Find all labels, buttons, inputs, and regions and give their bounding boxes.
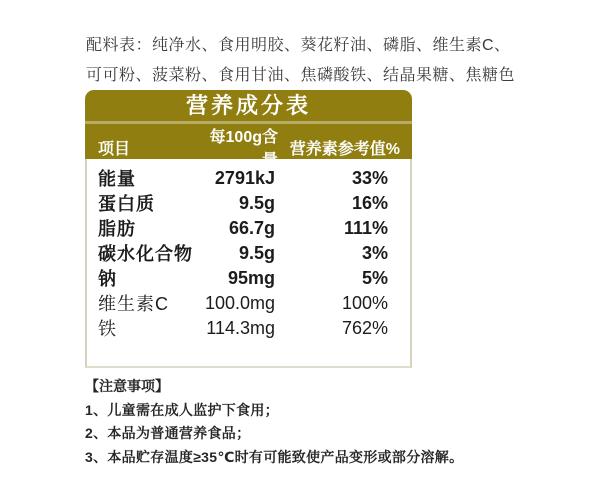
ingredients-line1: 配料表：纯净水、食用明胶、葵花籽油、磷脂、维生素C、 [86, 37, 511, 54]
table-row-sodium [87, 265, 410, 290]
nutrition-table-header-row [85, 124, 412, 169]
row-item-name: 能量 [98, 169, 136, 189]
table-row-carbohydrate [87, 240, 410, 265]
row-item-nrv: 111% [343, 217, 388, 238]
row-item-name: 脂肪 [98, 219, 136, 239]
ingredients-line2: 可可粉、菠菜粉、食用甘油、焦磷酸铁、结晶果糖、焦糖色 [86, 67, 516, 84]
note-item-1: 1、儿童需在成人监护下食用； [85, 401, 279, 418]
row-item-amount: 9.5g [238, 242, 275, 263]
row-item-nrv: 5% [361, 267, 388, 288]
nutrition-table [85, 90, 412, 368]
column-header-nrv: 营养素参考值% [289, 140, 400, 158]
row-item-nrv: 3% [361, 242, 388, 263]
nutrition-table-body [85, 159, 412, 368]
notes-section [85, 375, 463, 469]
row-item-amount: 66.7g [228, 217, 275, 238]
row-item-name: 钠 [98, 269, 117, 289]
row-item-name: 碳水化合物 [98, 244, 193, 264]
nutrition-table-title: 营养成分表 [85, 90, 412, 121]
column-header-item: 项目 [98, 140, 131, 158]
table-row-vitamin-c [87, 290, 410, 315]
note-item-3: 3、本品贮存温度≥35℃时有可能致使产品变形或部分溶解。 [85, 448, 464, 465]
row-item-amount: 95mg [227, 267, 275, 288]
table-row-protein [87, 190, 410, 215]
note-item-2: 2、本品为普通营养食品； [85, 425, 251, 441]
row-item-amount: 100.0mg [204, 292, 275, 313]
table-row-iron [87, 315, 410, 340]
row-item-amount: 2791kJ [214, 167, 275, 188]
row-item-nrv: 16% [351, 192, 388, 213]
row-item-nrv: 100% [341, 292, 388, 313]
row-item-amount: 9.5g [238, 192, 275, 213]
row-item-nrv: 33% [351, 167, 388, 188]
row-item-name: 铁 [98, 319, 117, 339]
row-item-name: 维生素C [98, 294, 169, 314]
notes-heading: 【注意事项】 [85, 378, 169, 394]
row-item-amount: 114.3mg [206, 317, 275, 338]
table-row-energy [87, 165, 410, 190]
column-header-per100g: 每100g含量 [209, 129, 278, 169]
row-item-nrv: 762% [341, 317, 388, 338]
ingredients-text [86, 31, 526, 91]
row-item-name: 蛋白质 [98, 194, 155, 214]
table-row-fat [87, 215, 410, 240]
